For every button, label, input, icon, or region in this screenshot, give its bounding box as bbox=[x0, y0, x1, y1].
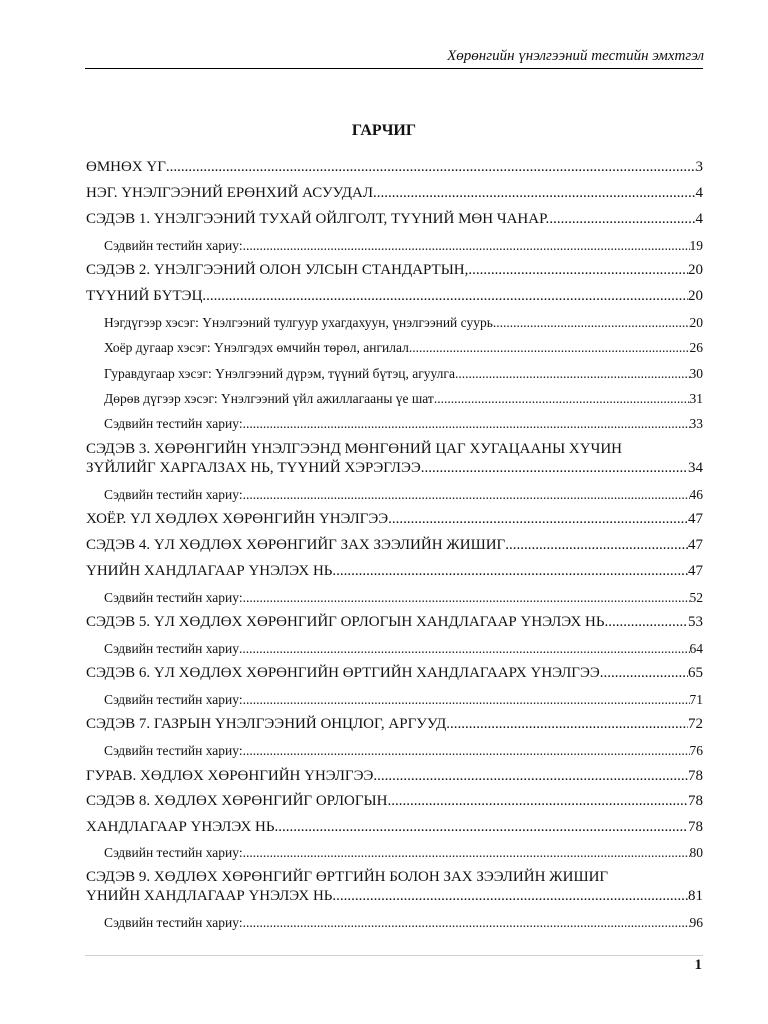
toc-entry[interactable] bbox=[86, 868, 703, 906]
toc-entry-page: 3 bbox=[695, 159, 703, 175]
toc-entry-page: 65 bbox=[688, 665, 703, 681]
toc-entry-page: 47 bbox=[688, 563, 703, 579]
dot-leader bbox=[243, 913, 690, 932]
toc-entry-page: 19 bbox=[689, 238, 703, 253]
toc-entry-page: 80 bbox=[689, 845, 703, 860]
toc-subentry[interactable] bbox=[104, 338, 703, 357]
toc-entry-title: Сэдвийн тестийн хариу: bbox=[104, 416, 243, 431]
toc-entry-page: 52 bbox=[689, 590, 703, 605]
toc-entry-title: СЭДЭВ 7. ГАЗРЫН ҮНЭЛГЭЭНИЙ ОНЦЛОГ, АРГУУД bbox=[86, 716, 447, 732]
toc-entry-title: Хоёр дугаар хэсэг: Үнэлгэдэх өмчийн төрөл, ангилал bbox=[104, 340, 409, 355]
dot-leader bbox=[239, 639, 689, 658]
toc-entry-title: НЭГ. ҮНЭЛГЭЭНИЙ ЕРӨНХИЙ АСУУДАЛ bbox=[86, 185, 374, 201]
dot-leader bbox=[388, 510, 688, 529]
dot-leader bbox=[243, 741, 690, 760]
toc-entry-title: ГУРАВ. ХӨДЛӨХ ХӨРӨНГИЙН ҮНЭЛГЭЭ bbox=[86, 768, 374, 784]
dot-leader bbox=[493, 313, 690, 332]
toc-entry[interactable] bbox=[86, 158, 703, 177]
toc-entry[interactable] bbox=[86, 767, 703, 786]
toc-entry-title: Сэдвийн тестийн хариу: bbox=[104, 590, 243, 605]
dot-leader bbox=[468, 261, 688, 280]
dot-leader bbox=[275, 818, 689, 837]
toc-entry[interactable] bbox=[86, 715, 703, 734]
toc-heading: ГАРЧИГ bbox=[351, 122, 417, 139]
toc-entry-title: Сэдвийн тестийн хариу bbox=[104, 641, 240, 656]
toc-entry-page: 47 bbox=[688, 537, 703, 553]
toc-entry-title-line1: СЭДЭВ 3. ХӨРӨНГИЙН ҮНЭЛГЭЭНД МӨНГӨНИЙ ЦАГ ХУГАЦААНЫ ХҮЧИН bbox=[86, 441, 622, 457]
toc-entry-title: СЭДЭВ 1. ҮНЭЛГЭЭНИЙ ТУХАЙ ОЙЛГОЛТ, ТҮҮНИЙ МӨН ЧАНАР. bbox=[86, 211, 550, 227]
toc-entry-page: 78 bbox=[688, 793, 703, 809]
dot-leader bbox=[166, 158, 696, 177]
dot-leader bbox=[243, 236, 690, 255]
toc-entry-title: Сэдвийн тестийн хариу: bbox=[104, 915, 243, 930]
dot-leader bbox=[243, 485, 690, 504]
toc-entry[interactable] bbox=[86, 261, 703, 280]
toc-subentry[interactable] bbox=[104, 414, 703, 433]
dot-leader bbox=[243, 843, 690, 862]
toc-entry-title: Сэдвийн тестийн хариу: bbox=[104, 743, 243, 758]
toc-subentry[interactable] bbox=[104, 236, 703, 255]
running-header-title: Хөрөнгийн үнэлгээний тестийн эмхтгэл bbox=[447, 48, 704, 64]
dot-leader bbox=[373, 767, 688, 786]
dot-leader bbox=[409, 338, 690, 357]
toc-entry[interactable] bbox=[86, 562, 703, 581]
toc-entry[interactable] bbox=[86, 184, 703, 203]
toc-entry[interactable] bbox=[86, 210, 703, 229]
toc-entry-title: ТҮҮНИЙ БҮТЭЦ bbox=[86, 288, 203, 304]
toc-entry-page: 20 bbox=[689, 315, 703, 330]
toc-entry-page: 46 bbox=[689, 487, 703, 502]
dot-leader bbox=[332, 562, 688, 581]
toc-subentry[interactable] bbox=[104, 843, 703, 862]
toc-entry-page: 34 bbox=[688, 460, 703, 476]
toc-entry-title: ХОЁР. ҮЛ ХӨДЛӨХ ХӨРӨНГИЙН ҮНЭЛГЭЭ bbox=[86, 511, 389, 527]
toc-entry-title: Дөрөв дүгээр хэсэг: Үнэлгээний үйл ажиллагааны үе шат bbox=[104, 391, 434, 406]
toc-entry-title: Сэдвийн тестийн хариу: bbox=[104, 238, 243, 253]
toc-entry-page: 64 bbox=[689, 641, 703, 656]
toc-entry-page: 31 bbox=[689, 391, 703, 406]
footer-rule bbox=[85, 955, 703, 956]
toc-entry-title: СЭДЭВ 2. ҮНЭЛГЭЭНИЙ ОЛОН УЛСЫН СТАНДАРТЫН, bbox=[86, 262, 469, 278]
dot-leader bbox=[549, 210, 695, 229]
toc-entry-title: ЗҮЙЛИЙГ ХАРГАЛЗАХ НЬ, ТҮҮНИЙ ХЭРЭГЛЭЭ bbox=[86, 460, 421, 476]
toc-entry-title: СЭДЭВ 5. ҮЛ ХӨДЛӨХ ХӨРӨНГИЙГ ОРЛОГЫН ХАНДЛАГААР ҮНЭЛЭХ НЬ. bbox=[86, 614, 609, 630]
toc-entry-page: 33 bbox=[689, 416, 703, 431]
toc-entry-title: Сэдвийн тестийн хариу: bbox=[104, 845, 243, 860]
toc-entry-title: Сэдвийн тестийн хариу: bbox=[104, 487, 243, 502]
dot-leader bbox=[202, 287, 688, 306]
toc-entry-page: 20 bbox=[688, 288, 703, 304]
dot-leader bbox=[446, 715, 688, 734]
toc-entry-page: 26 bbox=[689, 340, 703, 355]
toc-subentry[interactable] bbox=[104, 913, 703, 932]
toc-entry[interactable] bbox=[86, 818, 703, 837]
toc-entry-page: 20 bbox=[688, 262, 703, 278]
toc-entry-title: Гуравдугаар хэсэг: Үнэлгээний дүрэм, түүний бүтэц, агуулга bbox=[104, 366, 455, 381]
dot-leader bbox=[600, 664, 688, 683]
toc-subentry[interactable] bbox=[104, 690, 703, 709]
toc-entry-page: 30 bbox=[689, 366, 703, 381]
dot-leader bbox=[243, 690, 690, 709]
toc-entry[interactable] bbox=[86, 536, 703, 555]
toc-entry-page: 4 bbox=[695, 185, 703, 201]
page-number: 1 bbox=[694, 957, 702, 973]
toc-entry-title: ӨМНӨХ ҮГ bbox=[86, 159, 166, 175]
toc-entry-page: 81 bbox=[688, 888, 703, 904]
dot-leader bbox=[434, 389, 690, 408]
toc-entry-page: 4 bbox=[695, 211, 703, 227]
toc-subentry[interactable] bbox=[104, 639, 703, 658]
dot-leader bbox=[387, 792, 688, 811]
toc-entry-page: 71 bbox=[689, 692, 703, 707]
toc-entry-page: 72 bbox=[688, 716, 703, 732]
toc-entry-title: СЭДЭВ 4. ҮЛ ХӨДЛӨХ ХӨРӨНГИЙГ ЗАХ ЗЭЭЛИЙН ЖИШИГ bbox=[86, 537, 506, 553]
toc-subentry[interactable] bbox=[104, 389, 703, 408]
toc-entry[interactable] bbox=[86, 287, 703, 306]
toc-entry-title: СЭДЭВ 8. ХӨДЛӨХ ХӨРӨНГИЙГ ОРЛОГЫН bbox=[86, 793, 388, 809]
dot-leader bbox=[421, 459, 688, 478]
toc-entry[interactable] bbox=[86, 792, 703, 811]
toc-entry-title: ҮНИЙН ХАНДЛАГААР ҮНЭЛЭХ НЬ bbox=[86, 563, 333, 579]
toc-entry[interactable] bbox=[86, 613, 703, 632]
header-rule bbox=[85, 68, 703, 69]
toc-entry-title: СЭДЭВ 6. ҮЛ ХӨДЛӨХ ХӨРӨНГИЙН ӨРТГИЙН ХАНДЛАГААРХ ҮНЭЛГЭЭ bbox=[86, 665, 600, 681]
toc-entry[interactable] bbox=[86, 664, 703, 683]
dot-leader bbox=[455, 364, 690, 383]
toc-entry-title: Сэдвийн тестийн хариу: bbox=[104, 692, 243, 707]
dot-leader bbox=[243, 414, 690, 433]
toc-subentry[interactable] bbox=[104, 364, 703, 383]
toc-entry-page: 78 bbox=[688, 819, 703, 835]
toc-entry-page: 76 bbox=[689, 743, 703, 758]
toc-entry-title: ҮНИЙН ХАНДЛАГААР ҮНЭЛЭХ НЬ bbox=[86, 888, 333, 904]
toc-subentry[interactable] bbox=[104, 485, 703, 504]
toc-subentry[interactable] bbox=[104, 313, 703, 332]
dot-leader bbox=[373, 184, 695, 203]
toc-entry-title: ХАНДЛАГААР ҮНЭЛЭХ НЬ bbox=[86, 819, 275, 835]
toc-entry-title-line1: СЭДЭВ 9. ХӨДЛӨХ ХӨРӨНГИЙГ ӨРТГИЙН БОЛОН ЗАХ ЗЭЭЛИЙН ЖИШИГ bbox=[86, 869, 609, 885]
dot-leader bbox=[332, 887, 688, 906]
toc-entry[interactable] bbox=[86, 440, 703, 478]
toc-entry-page: 78 bbox=[688, 768, 703, 784]
toc-entry-page: 96 bbox=[689, 915, 703, 930]
toc-entry-page: 53 bbox=[688, 614, 703, 630]
toc-subentry[interactable] bbox=[104, 588, 703, 607]
toc-subentry[interactable] bbox=[104, 741, 703, 760]
dot-leader bbox=[243, 588, 690, 607]
toc-entry-page: 47 bbox=[688, 511, 703, 527]
dot-leader bbox=[505, 536, 688, 555]
toc-entry[interactable] bbox=[86, 510, 703, 529]
toc-entry-title: Нэгдүгээр хэсэг: Үнэлгээний тулгуур ухагдахуун, үнэлгээний суурь bbox=[104, 315, 493, 330]
dot-leader bbox=[608, 613, 688, 632]
